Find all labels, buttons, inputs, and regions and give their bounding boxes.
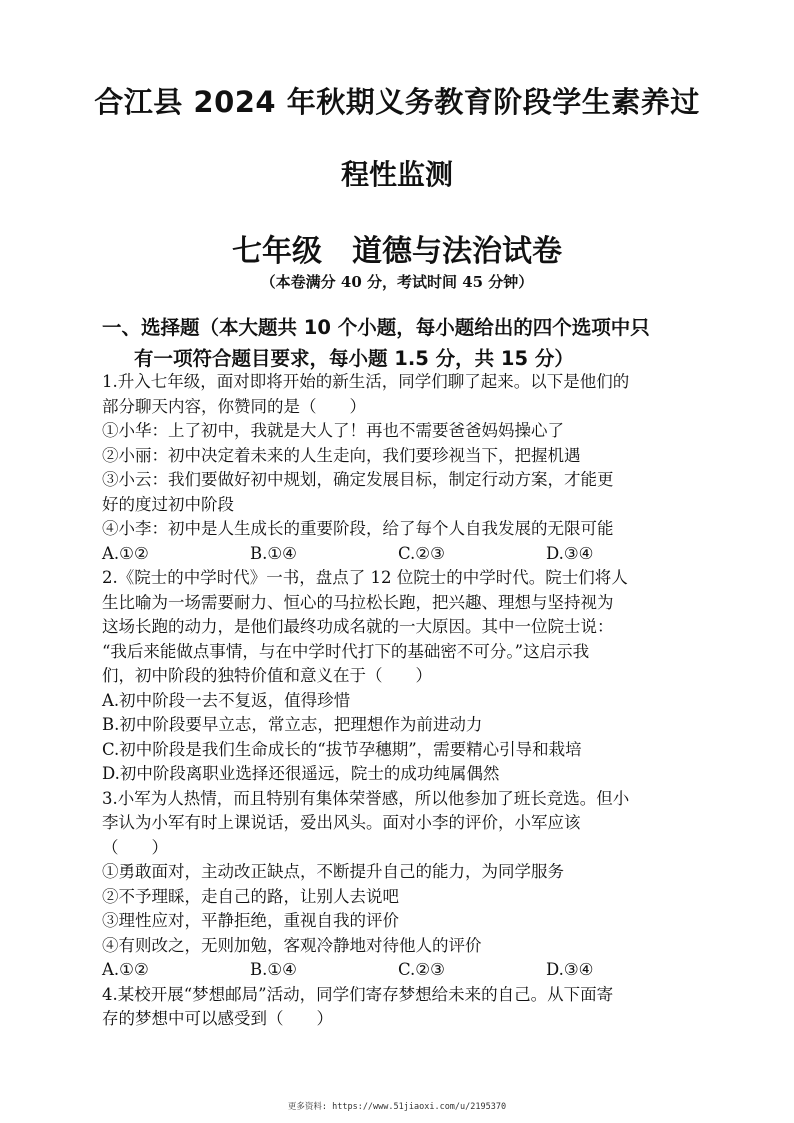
q3-statement-3: ③理性应对，平静拒绝，重视自我的评价 [102, 911, 399, 930]
exam-title-line1: 合江县 2024 年秋期义务教育阶段学生素养过 [94, 85, 700, 119]
q1-option-a: A.①② [102, 543, 149, 563]
q3-option-d: D.③④ [546, 960, 594, 979]
q3-stem-line3: （ ） [102, 837, 168, 857]
q3-stem-line1: 3.小军为人热情，而且特别有集体荣誉感，所以他参加了班长竞选。但小 [102, 788, 630, 808]
q1-option-b: B.①④ [250, 543, 297, 563]
q3-options [102, 958, 702, 983]
questions-body [102, 370, 702, 1032]
q2-stem-line4: “我后来能做点事情，与在中学时代打下的基础密不可分。”这启示我 [102, 641, 590, 661]
q1-statement-1: ①小华：上了初中，我就是大人了！再也不需要爸爸妈妈操心了 [102, 421, 564, 440]
q1-stem-line1: 1.升入七年级，面对即将开始的新生活，同学们聊了起来。以下是他们的 [102, 372, 630, 391]
q2-option-d: D.初中阶段离职业选择还很遥远，院士的成功纯属偶然 [102, 764, 500, 783]
q3-statement-2: ②不予理睬，走自己的路，让别人去说吧 [102, 886, 399, 906]
q3-option-c: C.②③ [398, 960, 445, 979]
q4-stem-line1: 4.某校开展“梦想邮局”活动，同学们寄存梦想给未来的自己。从下面寄 [102, 984, 614, 1004]
q3-statement-1: ①勇敢面对，主动改正缺点，不断提升自己的能力，为同学服务 [102, 862, 564, 881]
q2-stem-line1: 2.《院士的中学时代》一书，盘点了 12 位院士的中学时代。院士们将人 [102, 568, 628, 587]
footer-link[interactable]: 更多资料: https://www.51jiaoxi.com/u/2195370 [287, 1102, 507, 1112]
section-heading [102, 312, 702, 374]
q1-statement-4: ④小李：初中是人生成长的重要阶段，给了每个人自我发展的无限可能 [102, 519, 614, 538]
exam-note: （本卷满分 40 分，考试时间 45 分钟） [260, 273, 534, 291]
q2-stem-line2: 生比喻为一场需要耐力、恒心的马拉松长跑，把兴趣、理想与坚持视为 [102, 592, 614, 612]
q3-option-a: A.①② [102, 960, 149, 979]
exam-title-line2: 程性监测 [340, 158, 453, 191]
q1-option-c: C.②③ [398, 543, 445, 563]
q1-options [102, 542, 702, 567]
q1-option-d: D.③④ [546, 543, 594, 563]
q1-statement-2: ②小丽：初中决定着未来的人生走向，我们要珍视当下，把握机遇 [102, 445, 581, 465]
q2-stem-line5: 们，初中阶段的独特价值和意义在于（ ） [102, 666, 432, 685]
q3-option-b: B.①④ [250, 960, 297, 979]
q2-stem-line3: 这场长跑的动力，是他们最终功成名就的一大原因。其中一位院士说： [102, 617, 614, 636]
q1-stem-line2: 部分聊天内容，你赞同的是（ ） [102, 396, 366, 416]
section-heading-line2: 有一项符合题目要求，每小题 1.5 分，共 15 分） [134, 347, 574, 370]
subject-title: 七年级 道德与法治试卷 [232, 234, 562, 269]
q3-statement-4: ④有则改之，无则加勉，客观冷静地对待他人的评价 [102, 935, 482, 955]
q2-option-a: A.初中阶段一去不复返，值得珍惜 [102, 690, 351, 710]
section-heading-line1: 一、选择题（本大题共 10 个小题，每小题给出的四个选项中只 [102, 316, 650, 339]
q4-stem-line2: 存的梦想中可以感受到（ ） [102, 1009, 333, 1028]
q1-statement-3a: ③小云：我们要做好初中规划，确定发展目标，制定行动方案，才能更 [102, 470, 614, 489]
q2-option-b: B.初中阶段要早立志，常立志，把理想作为前进动力 [102, 715, 483, 734]
q3-stem-line2: 李认为小军有时上课说话，爱出风头。面对小李的评价，小军应该 [102, 813, 581, 832]
q1-statement-3b: 好的度过初中阶段 [102, 494, 234, 514]
q2-option-c: C.初中阶段是我们生命成长的“拔节孕穗期”，需要精心引导和栽培 [102, 739, 582, 759]
